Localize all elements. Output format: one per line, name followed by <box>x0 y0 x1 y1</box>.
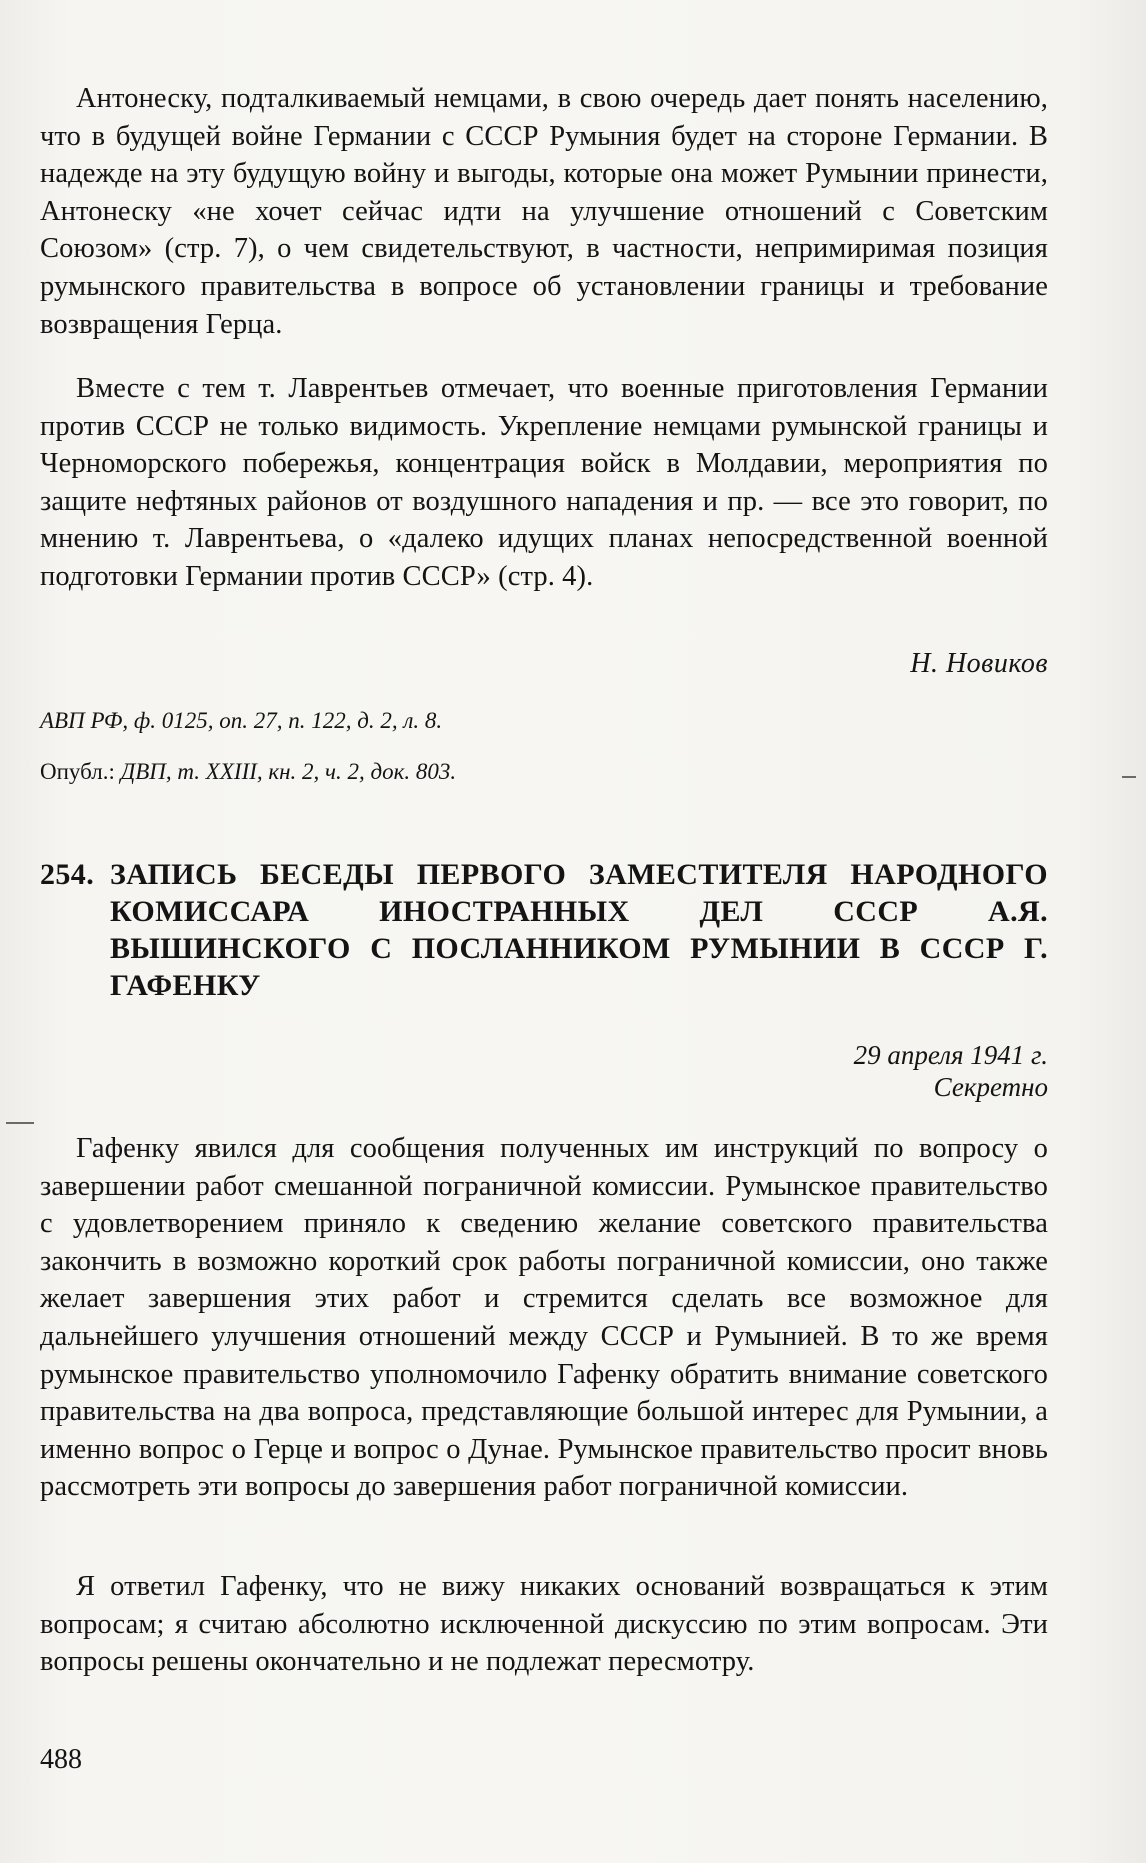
document-date: 29 апреля 1941 г. <box>853 1040 1048 1070</box>
paragraph-1: Антонеску, подталкиваемый немцами, в свою очередь дает понять населению, что в будущей войне Германии с СССР Румыния будет на стороне Германии. В надежде на эту будущую войну и выгоды, которые она может Румынии принести, Антонеску «не хочет сейчас идти на улучшение отношений с Советским Союзом» (стр. 7), о чем свидетельствуют, в частности, непримиримая позиция румынского правительства в вопросе об установлении границы и требование возвращения Герца. <box>40 83 1048 340</box>
publication-reference <box>40 758 456 786</box>
document-title: ЗАПИСЬ БЕСЕДЫ ПЕРВОГО ЗАМЕСТИТЕЛЯ НАРОДНОГО КОМИССАРА ИНОСТРАННЫХ ДЕЛ СССР А.Я. ВЫШИНСКОГО С ПОСЛАННИКОМ РУМЫНИИ В СССР Г. ГАФЕНКУ <box>110 858 1048 1002</box>
publication-label: Опубл.: <box>40 759 115 784</box>
archive-reference: АВП РФ, ф. 0125, оп. 27, п. 122, д. 2, л. 8. <box>40 708 443 733</box>
paragraph-3: Гафенку явился для сообщения полученных им инструкций по вопросу о завершении работ смешанной пограничной комиссии. Румынское правительство с удовлетворением приняло к сведению желание советского правительства закончить в возможно короткий срок работы пограничной комиссии, оно также желает завершения этих работ и стремится сделать все возможное для дальнейшего улучшения отношений между СССР и Румынией. В то же время румынское правительство уполномочило Гафенку обратить внимание советского правительства на два вопроса, представляющие большой интерес для Румынии, а именно вопрос о Герце и вопрос о Дунае. Румынское правительство просит вновь рассмотреть эти вопросы до завершения работ пограничной комиссии. <box>40 1133 1048 1503</box>
paragraph-4: Я ответил Гафенку, что не вижу никаких оснований возвращаться к этим вопросам; я считаю абсолютно исключенной дискуссию по этим вопросам. Эти вопросы решены окончательно и не подлежат пересмотру. <box>40 1571 1048 1678</box>
publication-source: ДВП, т. XXIII, кн. 2, ч. 2, док. 803. <box>120 759 457 784</box>
left-margin-mark <box>6 1122 34 1124</box>
page-number: 488 <box>40 1744 82 1775</box>
classification-label: Секретно <box>933 1072 1048 1102</box>
paragraph-2: Вместе с тем т. Лаврентьев отмечает, что военные приготовления Германии против СССР не только видимость. Укрепление немцами румынской границы и Черноморского побережья, концентрация войск в Молдавии, мероприятия по защите нефтяных районов от воздушного нападения и пр. — все это говорит, по мнению т. Лаврентьева, о «далеко идущих планах непосредственной военной подготовки Германии против СССР» (стр. 4). <box>40 373 1048 592</box>
document-number: 254. <box>40 858 95 891</box>
document-heading <box>40 856 1048 1004</box>
right-margin-mark <box>1122 776 1136 778</box>
signature: Н. Новиков <box>910 648 1048 679</box>
